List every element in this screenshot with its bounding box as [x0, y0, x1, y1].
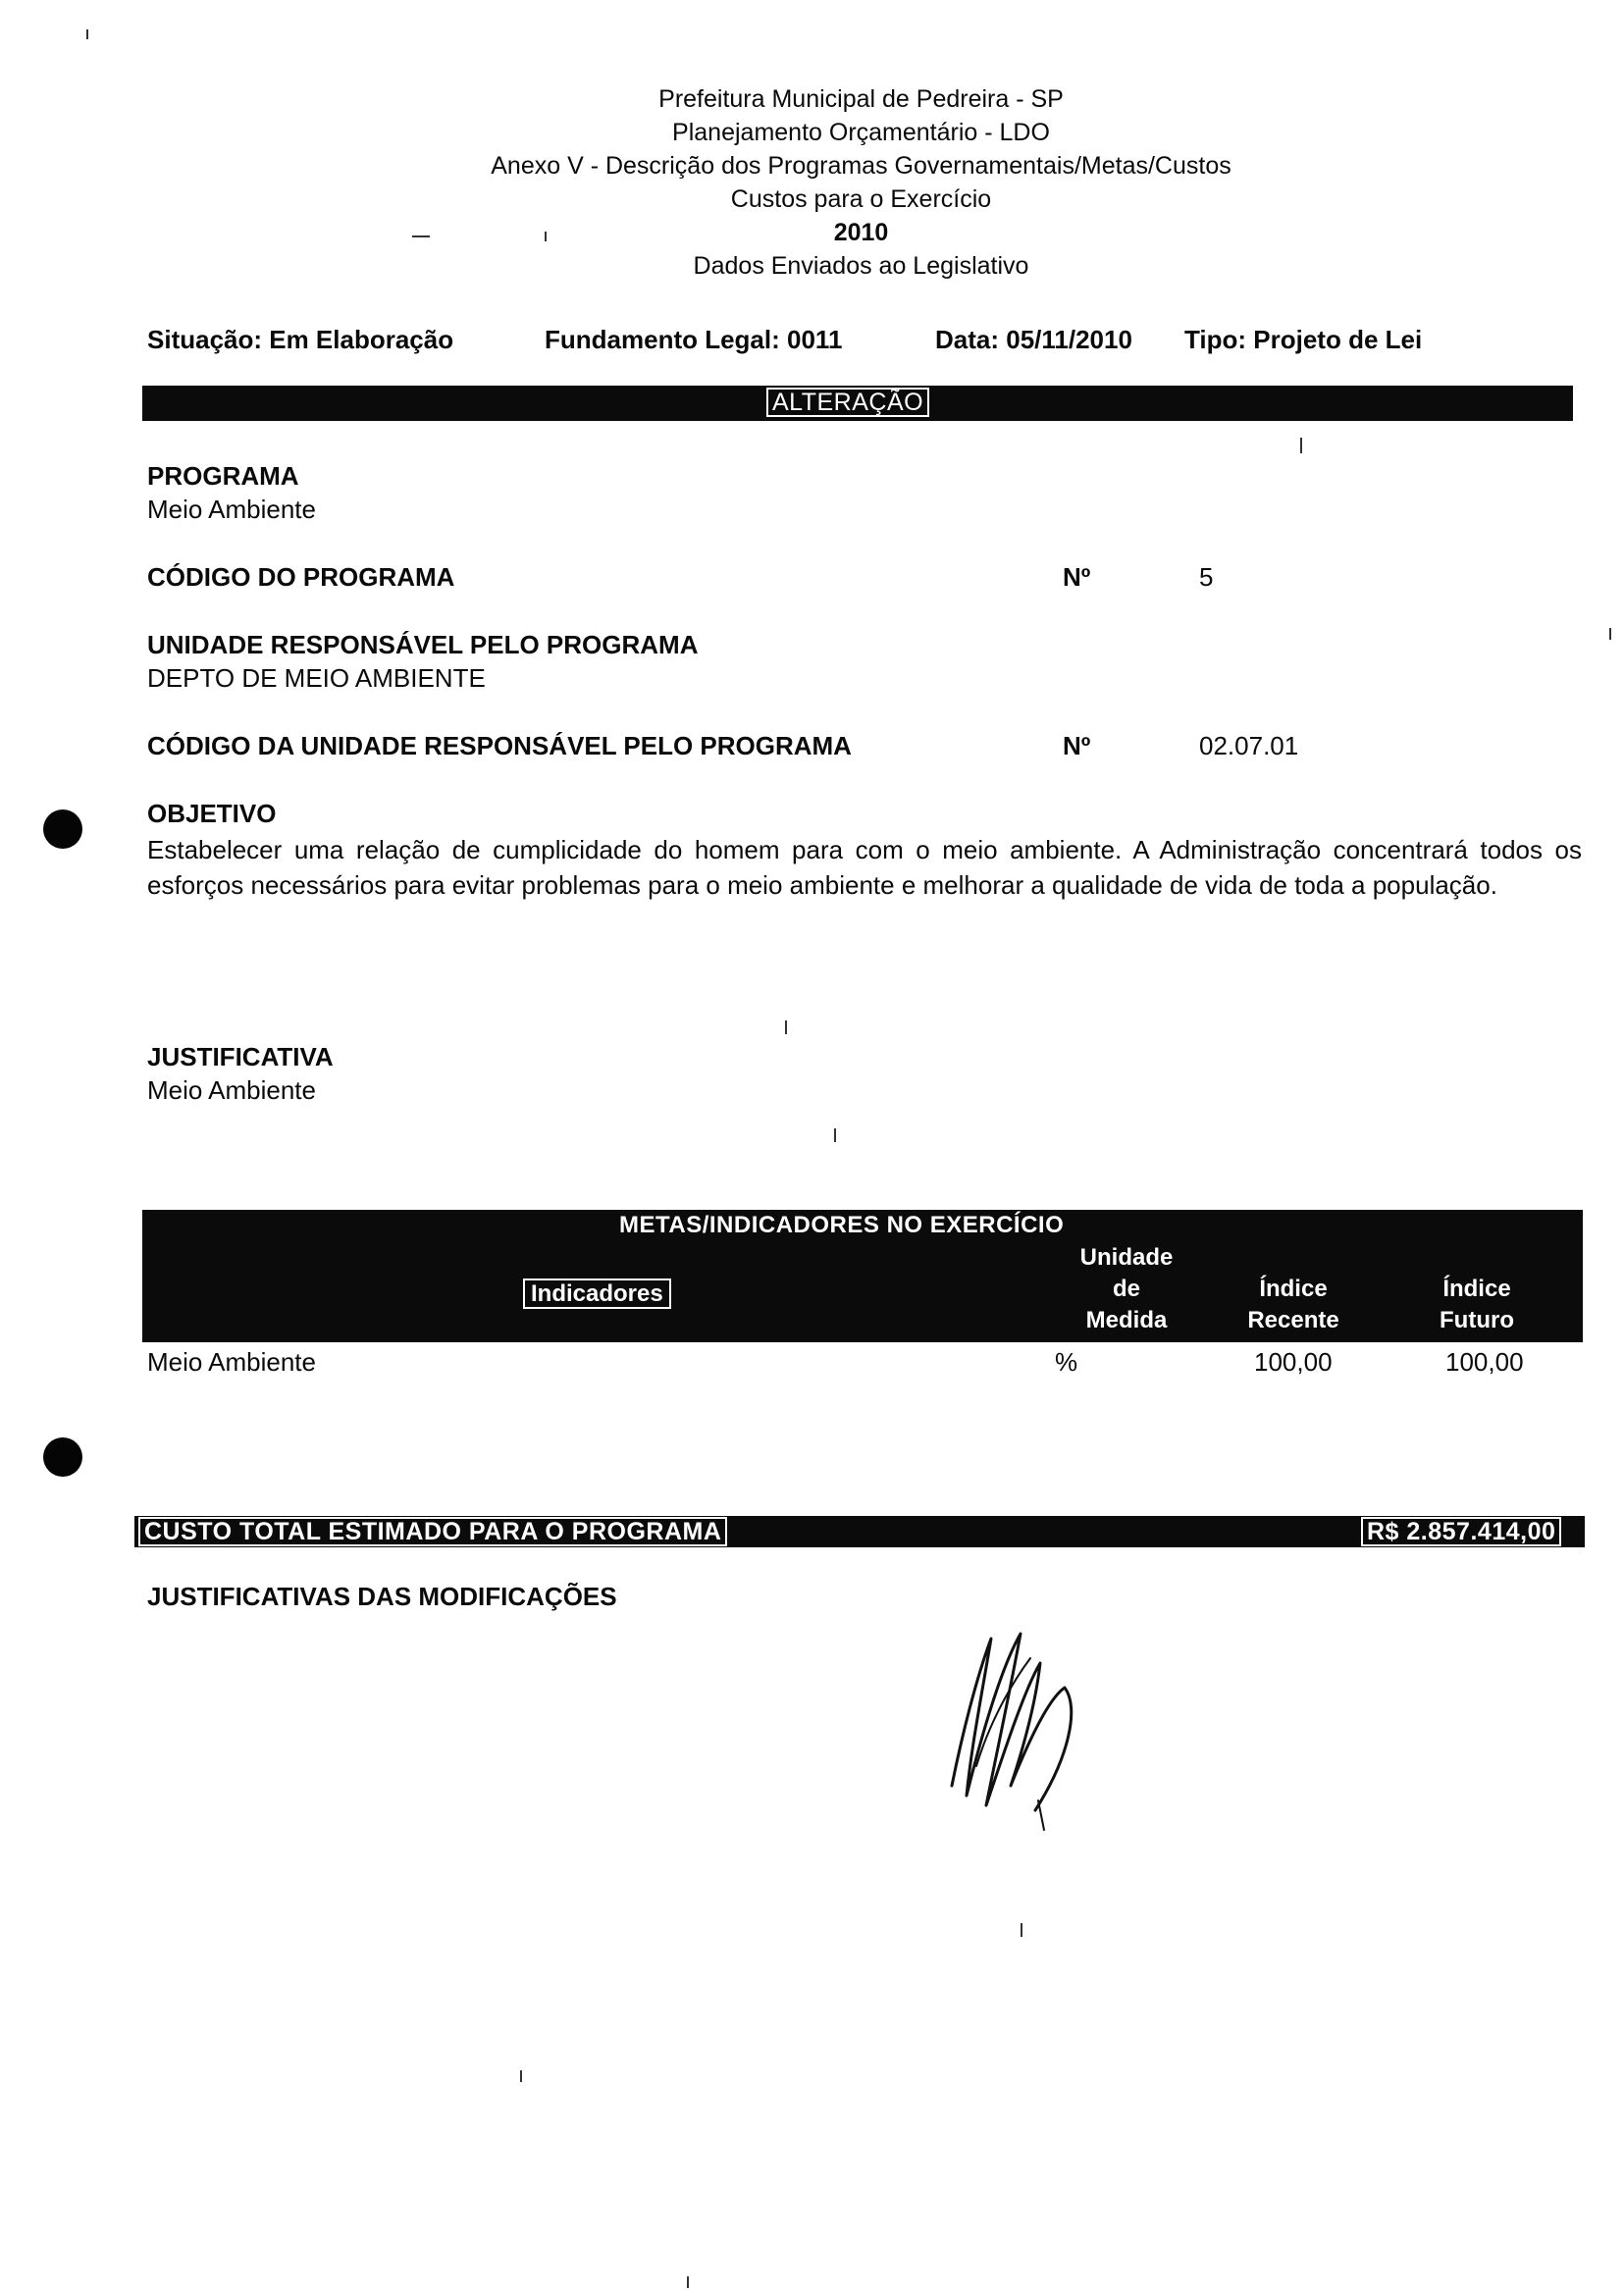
- status-data: Data: 05/11/2010: [935, 325, 1132, 354]
- justificativa-label: JUSTIFICATIVA: [147, 1042, 334, 1071]
- custo-total-bar: [134, 1516, 1585, 1547]
- metas-col-futuro: [1424, 1274, 1530, 1336]
- codigo-programa-label: CÓDIGO DO PROGRAMA: [147, 562, 455, 592]
- scan-speck: [834, 1128, 836, 1142]
- status-fundamento: Fundamento Legal: 0011: [545, 325, 843, 354]
- scan-speck: [86, 29, 88, 39]
- scan-speck: [1300, 438, 1302, 453]
- status-situacao: Situação: Em Elaboração: [147, 325, 454, 354]
- scan-speck: [412, 235, 430, 237]
- alteracao-bar: [142, 386, 1573, 421]
- scan-speck: [545, 232, 547, 241]
- scan-speck: [1021, 1923, 1022, 1937]
- codigo-programa-value: 5: [1199, 562, 1214, 592]
- metas-col-recente-line2: Recente: [1247, 1307, 1339, 1333]
- alteracao-label: ALTERAÇÃO: [766, 388, 929, 417]
- header-year: 2010: [833, 219, 889, 246]
- scan-speck: [687, 2276, 689, 2288]
- metas-row-recente: 100,00: [1254, 1347, 1333, 1377]
- programa-value: Meio Ambiente: [147, 495, 316, 524]
- header-costs: Custos para o Exercício: [730, 185, 992, 213]
- modificacoes-label: JUSTIFICATIVAS DAS MODIFICAÇÕES: [147, 1582, 617, 1611]
- programa-label: PROGRAMA: [147, 461, 299, 491]
- justificativa-value: Meio Ambiente: [147, 1075, 316, 1105]
- custo-total-value: R$ 2.857.414,00: [1361, 1517, 1561, 1546]
- metas-title: METAS/INDICADORES NO EXERCÍCIO: [619, 1212, 1065, 1238]
- metas-col-unidade-line2: de: [1112, 1276, 1140, 1302]
- scan-speck: [785, 1020, 787, 1034]
- metas-header-bar: [142, 1210, 1583, 1342]
- metas-col-indicadores-label: Indicadores: [523, 1278, 671, 1309]
- metas-col-futuro-line1: Índice: [1442, 1276, 1511, 1302]
- punch-hole-top: [43, 809, 82, 849]
- header-annex: Anexo V - Descrição dos Programas Governamentais/Metas/Custos: [491, 152, 1231, 180]
- status-tipo: Tipo: Projeto de Lei: [1184, 325, 1423, 354]
- metas-row-unidade: %: [1055, 1347, 1078, 1377]
- metas-row-indicador: Meio Ambiente: [147, 1347, 316, 1377]
- metas-row-futuro: 100,00: [1445, 1347, 1524, 1377]
- header-municipality: Prefeitura Municipal de Pedreira - SP: [658, 85, 1064, 113]
- scan-speck: [520, 2070, 522, 2082]
- unidade-value: DEPTO DE MEIO AMBIENTE: [147, 663, 486, 693]
- document-header: [0, 82, 1624, 283]
- codigo-unidade-no: Nº: [1063, 731, 1091, 760]
- scan-speck: [1609, 628, 1611, 640]
- header-sent: Dados Enviados ao Legislativo: [693, 252, 1029, 280]
- metas-col-recente: [1232, 1274, 1354, 1336]
- metas-col-futuro-line2: Futuro: [1440, 1307, 1514, 1333]
- codigo-unidade-label: CÓDIGO DA UNIDADE RESPONSÁVEL PELO PROGRAMA: [147, 731, 852, 760]
- punch-hole-bottom: [43, 1437, 82, 1477]
- codigo-programa-no: Nº: [1063, 562, 1091, 592]
- metas-col-indicadores: [523, 1278, 671, 1310]
- metas-col-unidade-line1: Unidade: [1079, 1244, 1174, 1271]
- metas-col-unidade: [1070, 1242, 1183, 1336]
- codigo-unidade-value: 02.07.01: [1199, 731, 1299, 760]
- unidade-label: UNIDADE RESPONSÁVEL PELO PROGRAMA: [147, 630, 699, 659]
- custo-total-label: CUSTO TOTAL ESTIMADO PARA O PROGRAMA: [138, 1517, 727, 1546]
- signature: [922, 1619, 1138, 1835]
- metas-col-recente-line1: Índice: [1259, 1276, 1328, 1302]
- objetivo-label: OBJETIVO: [147, 799, 277, 828]
- objetivo-text: Estabelecer uma relação de cumplicidade do homem para com o meio ambiente. A Administração concentrará todos os esforços necessários para evitar problemas para o meio ambiente e melhorar a qualidade de vida de toda a população.: [147, 835, 1582, 900]
- header-planning: Planejamento Orçamentário - LDO: [672, 119, 1050, 146]
- metas-col-unidade-line3: Medida: [1085, 1307, 1168, 1333]
